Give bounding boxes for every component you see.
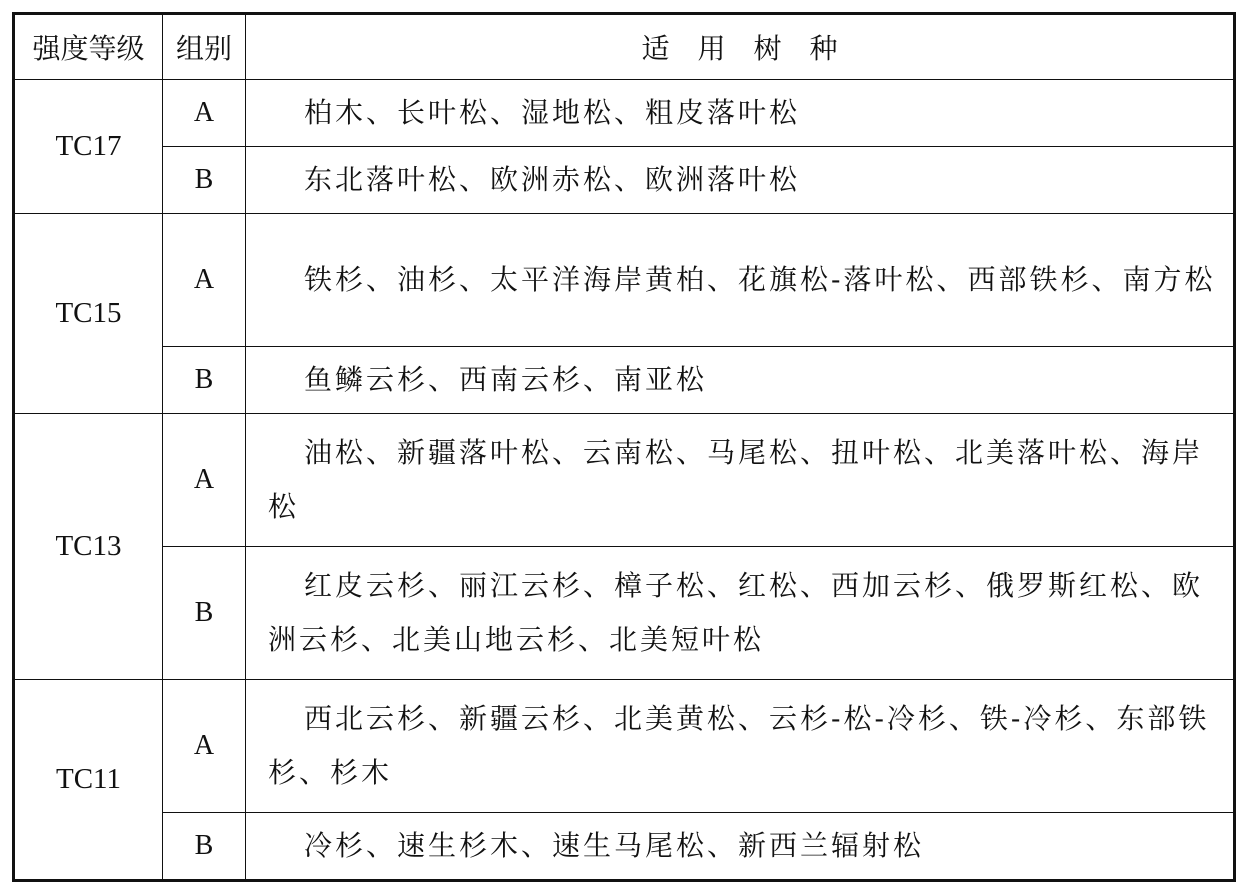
species-cell: 鱼鳞云杉、西南云杉、南亚松 <box>246 347 1235 414</box>
table-row <box>14 680 1235 813</box>
table-row <box>14 813 1235 881</box>
group-cell: B <box>163 347 246 414</box>
species-cell: 柏木、长叶松、湿地松、粗皮落叶松 <box>246 80 1235 147</box>
grade-cell-tc11: TC11 <box>14 680 163 881</box>
grade-cell-tc17: TC17 <box>14 80 163 214</box>
species-cell: 西北云杉、新疆云杉、北美黄松、云杉-松-冷杉、铁-冷杉、东部铁杉、杉木 <box>246 680 1235 813</box>
group-cell: A <box>163 680 246 813</box>
grade-cell-tc15: TC15 <box>14 214 163 414</box>
table-row <box>14 414 1235 547</box>
table-row <box>14 147 1235 214</box>
group-cell: B <box>163 147 246 214</box>
table-row <box>14 214 1235 347</box>
header-strength-grade: 强度等级 <box>14 14 163 80</box>
group-cell: A <box>163 214 246 347</box>
group-cell: A <box>163 80 246 147</box>
wood-strength-grade-table <box>12 12 1236 882</box>
species-cell: 油松、新疆落叶松、云南松、马尾松、扭叶松、北美落叶松、海岸松 <box>246 414 1235 547</box>
group-cell: A <box>163 414 246 547</box>
species-cell: 铁杉、油杉、太平洋海岸黄柏、花旗松-落叶松、西部铁杉、南方松 <box>246 214 1235 347</box>
table-header <box>14 14 1235 80</box>
group-cell: B <box>163 547 246 680</box>
grade-cell-tc13: TC13 <box>14 414 163 680</box>
species-cell: 冷杉、速生杉木、速生马尾松、新西兰辐射松 <box>246 813 1235 881</box>
species-cell: 东北落叶松、欧洲赤松、欧洲落叶松 <box>246 147 1235 214</box>
header-group: 组别 <box>163 14 246 80</box>
table-row <box>14 80 1235 147</box>
species-cell: 红皮云杉、丽江云杉、樟子松、红松、西加云杉、俄罗斯红松、欧洲云杉、北美山地云杉、北美短叶松 <box>246 547 1235 680</box>
group-cell: B <box>163 813 246 881</box>
table-body <box>14 80 1235 881</box>
header-row <box>14 14 1235 80</box>
table-row <box>14 547 1235 680</box>
header-applicable-species: 适用树种 <box>246 14 1235 80</box>
table-row <box>14 347 1235 414</box>
